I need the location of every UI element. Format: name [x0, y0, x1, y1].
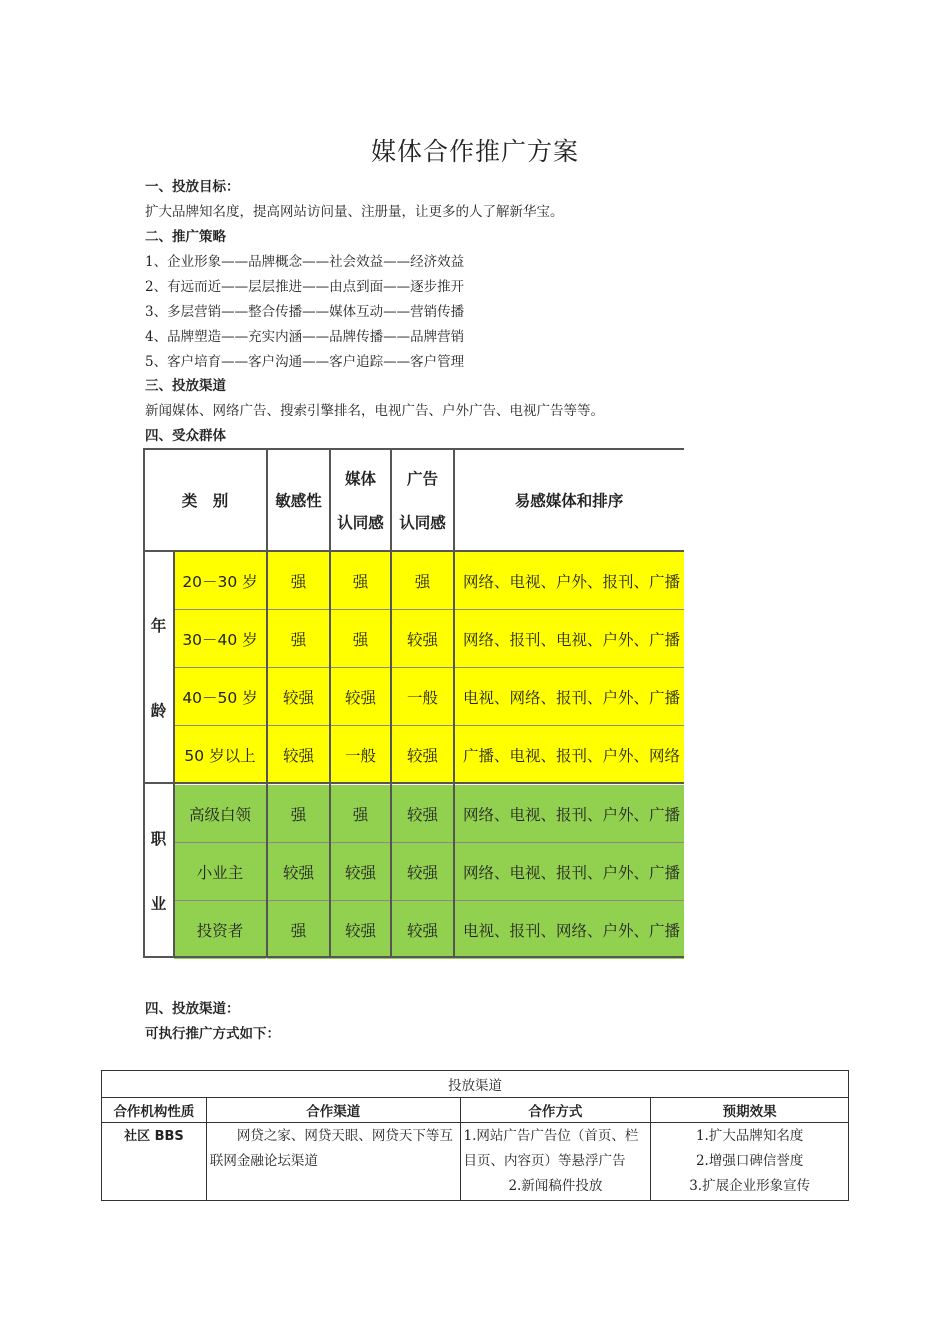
audience-cell-rank: 电视、网络、报刊、户外、广播: [454, 668, 684, 726]
audience-cell-ad: 较强: [391, 610, 454, 668]
col-method: 合作方式: [460, 1098, 651, 1123]
header-media-line1: 媒体: [344, 469, 376, 488]
audience-cell-label: 50 岁以上: [174, 726, 266, 784]
audience-cell-label: 小业主: [174, 843, 266, 901]
group-job-char2: 业: [150, 895, 167, 914]
audience-cell-label: 投资者: [174, 901, 266, 959]
audience-cell-media: 强: [330, 552, 391, 610]
goal-text: 扩大品牌知名度，提高网站访问量、注册量，让更多的人了解新华宝。: [145, 204, 564, 220]
strategy-item: 1、企业形象——品牌概念——社会效益——经济效益: [145, 254, 465, 270]
audience-cell-label: 高级白领: [174, 785, 266, 843]
strategy-item: 2、有远而近——层层推进——由点到面——逐步推开: [145, 279, 465, 295]
audience-cell-media: 较强: [330, 668, 391, 726]
strategy-item: 5、客户培育——客户沟通——客户追踪——客户管理: [145, 354, 465, 370]
audience-cell-rank: 网络、电视、户外、报刊、广播: [454, 552, 684, 610]
col-effect: 预期效果: [651, 1098, 849, 1123]
section-heading-channels-2: 四、投放渠道：: [145, 1001, 240, 1017]
audience-cell-media: 强: [330, 785, 391, 843]
audience-cell-ad: 较强: [391, 785, 454, 843]
page-title: 媒体合作推广方案: [370, 137, 579, 166]
audience-cell-ad: 一般: [391, 668, 454, 726]
effect-line-3: 3.扩展企业形象宣传: [689, 1178, 811, 1194]
header-category: 类 别: [143, 448, 267, 551]
effect-line-2: 2.增强口碑信誉度: [695, 1153, 804, 1169]
header-ad-recognition: [391, 448, 454, 551]
audience-cell-ad: 较强: [391, 901, 454, 959]
header-ad-line2: 认同感: [399, 513, 446, 532]
audience-cell-rank: 网络、电视、报刊、户外、广播: [454, 785, 684, 843]
group-occupation: [143, 783, 174, 958]
channels-text: 新闻媒体、网络广告、搜索引擎排名，电视广告、户外广告、电视广告等等。: [145, 403, 604, 419]
audience-cell-label: 40－50 岁: [174, 668, 266, 726]
audience-cell-sens: 较强: [267, 843, 330, 901]
audience-table: [143, 448, 684, 958]
audience-cell-media: 较强: [330, 901, 391, 959]
audience-cell-sens: 强: [267, 552, 330, 610]
section-heading-goal: 一、投放目标：: [145, 179, 240, 195]
method-line-2: 2.新闻稿件投放: [508, 1178, 603, 1194]
header-media-recognition: [330, 448, 391, 551]
group-age: [143, 552, 174, 783]
col-org-type: 合作机构性质: [102, 1098, 207, 1123]
audience-cell-label: 30－40 岁: [174, 610, 266, 668]
audience-cell-sens: 强: [267, 901, 330, 959]
audience-cell-rank: 广播、电视、报刊、户外、网络: [454, 726, 684, 784]
audience-cell-sens: 较强: [267, 726, 330, 784]
audience-cell-media: 一般: [330, 726, 391, 784]
section-heading-channels: 三、投放渠道: [145, 378, 226, 394]
audience-cell-sens: 强: [267, 785, 330, 843]
effect-line-1: 1.扩大品牌知名度: [695, 1128, 804, 1144]
audience-cell-media: 强: [330, 610, 391, 668]
header-sensitivity: 敏感性: [267, 448, 330, 551]
audience-cell-sens: 较强: [267, 668, 330, 726]
cell-channel: 网贷之家、网贷天眼、网贷天下等互联网金融论坛渠道: [206, 1123, 460, 1201]
channel-table-caption: 投放渠道: [102, 1071, 849, 1098]
audience-cell-ad: 较强: [391, 843, 454, 901]
audience-cell-label: 20－30 岁: [174, 552, 266, 610]
channel-table: [101, 1070, 849, 1201]
audience-cell-rank: 网络、电视、报刊、户外、广播: [454, 843, 684, 901]
audience-cell-ad: 较强: [391, 726, 454, 784]
audience-cell-rank: 电视、报刊、网络、户外、广播: [454, 901, 684, 959]
audience-cell-rank: 网络、报刊、电视、户外、广播: [454, 610, 684, 668]
strategy-item: 3、多层营销——整合传播——媒体互动——营销传播: [145, 304, 465, 320]
strategy-item: 4、品牌塑造——充实内涵——品牌传播——品牌营销: [145, 329, 465, 345]
cell-org-type: 社区 BBS: [102, 1123, 207, 1201]
group-job-char1: 职: [150, 829, 167, 848]
method-line-1: 1.网站广告广告位（首页、栏目页、内容页）等悬浮广告: [463, 1128, 639, 1169]
group-age-char2: 龄: [150, 701, 167, 720]
audience-cell-ad: 强: [391, 552, 454, 610]
header-ad-line1: 广告: [406, 469, 438, 488]
group-age-char1: 年: [150, 617, 167, 636]
cell-method: [460, 1123, 651, 1201]
cell-effect: [651, 1123, 849, 1201]
channels-subheading: 可执行推广方式如下：: [145, 1026, 280, 1042]
audience-cell-media: 较强: [330, 843, 391, 901]
header-media-line2: 认同感: [337, 513, 384, 532]
section-heading-audience: 四、受众群体: [145, 428, 226, 444]
header-media-rank: 易感媒体和排序: [454, 448, 684, 551]
audience-cell-sens: 强: [267, 610, 330, 668]
col-channel: 合作渠道: [206, 1098, 460, 1123]
section-heading-strategy: 二、推广策略: [145, 229, 226, 245]
